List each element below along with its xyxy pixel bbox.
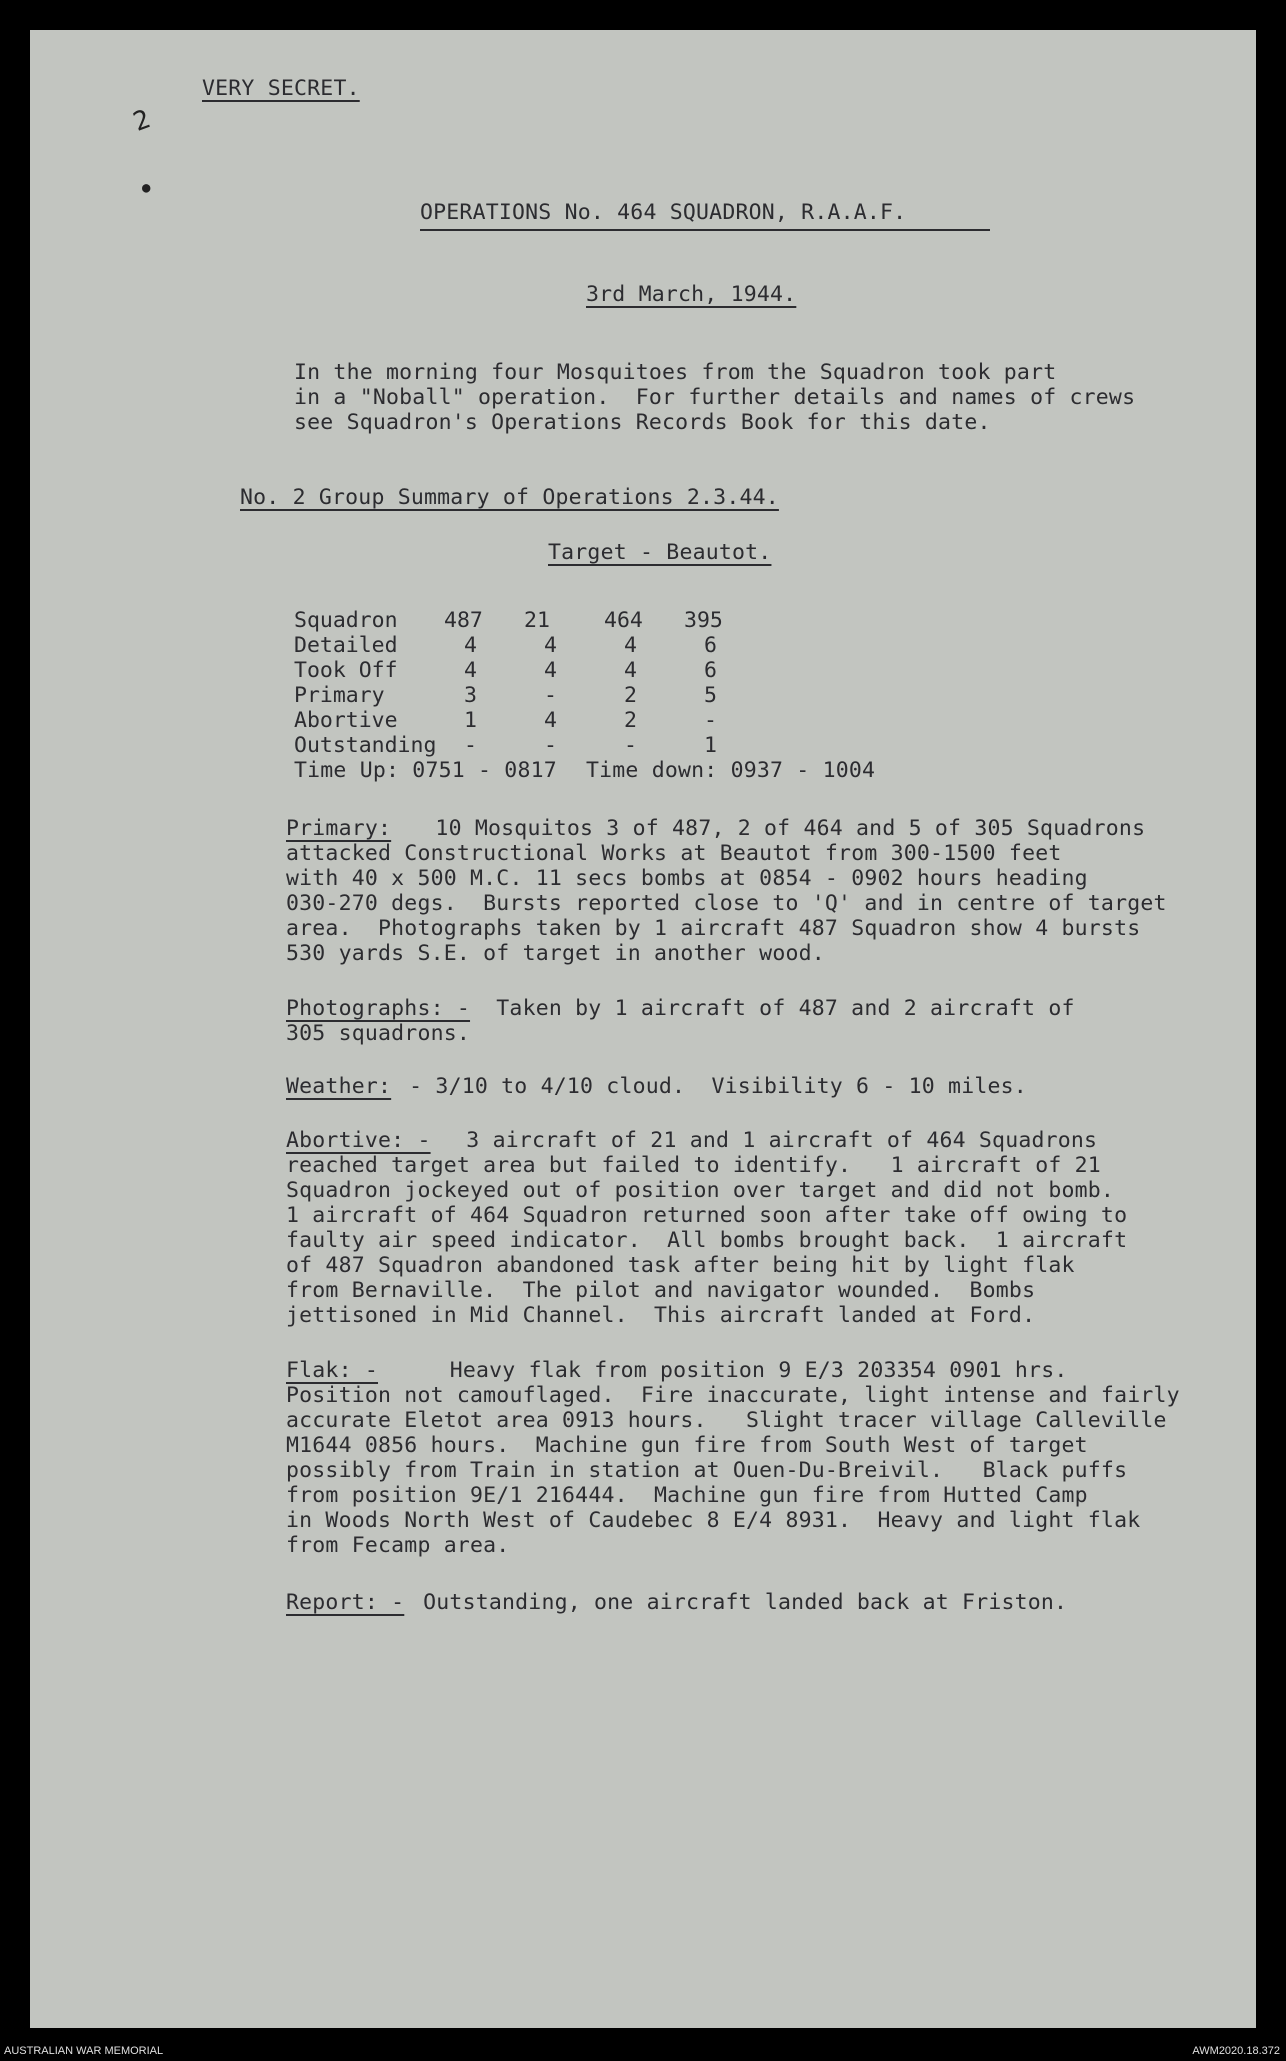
table-cell: 4 [544,658,557,683]
abortive-line-3: Squadron jockeyed out of position over target and did not bomb. [286,1178,1115,1203]
flak-line-1: Heavy flak from position 9 E/3 203354 0901 hrs. [384,1358,1068,1383]
table-cell: - [544,683,557,708]
table-cell: 4 [544,633,557,658]
primary-line-3: with 40 x 500 M.C. 11 secs bombs at 0854 - 0902 hours heading [286,866,1088,891]
table-cell: Took Off [294,658,398,683]
table-cell: 6 [704,658,717,683]
table-cell: - [704,708,717,733]
weather-line-1: - 3/10 to 4/10 cloud. Visibility 6 - 10 miles. [396,1074,1027,1099]
handwritten-mark: 2 [129,104,155,138]
table-cell: Detailed [294,633,398,658]
flak-line-2: Position not camouflaged. Fire inaccurate, light intense and fairly [286,1383,1180,1408]
document-title: OPERATIONS No. 464 SQUADRON, R.A.A.F. [420,200,907,225]
table-cell: 5 [704,683,717,708]
flak-line-5: possibly from Train in station at Ouen-Du-Breivil. Black puffs [286,1458,1128,1483]
weather-label: Weather: [286,1074,392,1099]
intro-line-1: In the morning four Mosquitoes from the Squadron took part [294,360,1057,385]
table-cell: 4 [464,633,477,658]
table-row [294,658,744,683]
intro-line-2: in a "Noball" operation. For further details and names of crews [294,385,1136,410]
abortive-line-7: from Bernaville. The pilot and navigator wounded. Bombs [286,1278,1036,1303]
primary-line-1: 10 Mosquitos 3 of 487, 2 of 464 and 5 of 305 Squadrons [396,816,1146,841]
table-cell: 1 [704,733,717,758]
title-underline [420,229,990,231]
table-cell: Abortive [294,708,398,733]
table-cell: 4 [464,658,477,683]
classification-label: VERY SECRET. [202,76,360,101]
table-row [294,708,744,733]
punch-hole-dot: ● [142,180,151,196]
time-up: Time Up: 0751 - 0817 [294,758,557,783]
table-cell: 2 [624,683,637,708]
squadron-stats-table [294,608,744,758]
table-cell: 395 [684,608,723,633]
table-cell: 3 [464,683,477,708]
photographs-label: Photographs: - [286,996,471,1021]
intro-line-3: see Squadron's Operations Records Book for this date. [294,410,991,435]
table-row [294,633,744,658]
primary-label: Primary: [286,816,392,841]
document-date: 3rd March, 1944. [586,282,797,307]
table-cell: 21 [524,608,550,633]
abortive-line-5: faulty air speed indicator. All bombs brought back. 1 aircraft [286,1228,1128,1253]
flak-line-4: M1644 0856 hours. Machine gun fire from South West of target [286,1433,1088,1458]
summary-heading: No. 2 Group Summary of Operations 2.3.44. [240,485,779,510]
abortive-label: Abortive: - [286,1128,431,1153]
time-down: Time down: 0937 - 1004 [586,758,876,783]
table-cell: 4 [624,633,637,658]
table-cell: 487 [444,608,483,633]
table-cell: Squadron [294,608,398,633]
table-row [294,608,744,633]
table-cell: - [464,733,477,758]
abortive-line-1: 3 aircraft of 21 and 1 aircraft of 464 Squadrons [440,1128,1098,1153]
document-page [30,30,1256,2028]
flak-line-6: from position 9E/1 216444. Machine gun fire from Hutted Camp [286,1483,1088,1508]
table-row [294,683,744,708]
primary-line-2: attacked Constructional Works at Beautot from 300-1500 feet [286,841,1062,866]
flak-line-7: in Woods North West of Caudebec 8 E/4 8931. Heavy and light flak [286,1508,1141,1533]
primary-line-5: area. Photographs taken by 1 aircraft 487 Squadron show 4 bursts [286,916,1141,941]
report-line-1: Outstanding, one aircraft landed back at Friston. [410,1590,1068,1615]
primary-line-4: 030-270 degs. Bursts reported close to 'Q' and in centre of target [286,891,1167,916]
table-cell: Outstanding [294,733,437,758]
abortive-line-2: reached target area but failed to identify. 1 aircraft of 21 [286,1153,1101,1178]
table-cell: 2 [624,708,637,733]
abortive-line-6: of 487 Squadron abandoned task after being hit by light flak [286,1253,1075,1278]
abortive-line-8: jettisoned in Mid Channel. This aircraft landed at Ford. [286,1303,1036,1328]
abortive-line-4: 1 aircraft of 464 Squadron returned soon after take off owing to [286,1203,1128,1228]
table-cell: 464 [604,608,643,633]
table-cell: 4 [624,658,637,683]
table-cell: 1 [464,708,477,733]
table-cell: - [624,733,637,758]
flak-label: Flak: - [286,1358,379,1383]
table-cell: Primary [294,683,385,708]
target-heading: Target - Beautot. [548,540,772,565]
table-cell: 6 [704,633,717,658]
flak-line-8: from Fecamp area. [286,1533,510,1558]
photographs-line-2: 305 squadrons. [286,1021,471,1046]
report-label: Report: - [286,1590,405,1615]
photographs-line-1: Taken by 1 aircraft of 487 and 2 aircraft of [470,996,1075,1021]
table-cell: - [544,733,557,758]
table-row [294,733,744,758]
footer-reference: AWM2020.18.372 [1192,2045,1280,2057]
table-cell: 4 [544,708,557,733]
flak-line-3: accurate Eletot area 0913 hours. Slight tracer village Calleville [286,1408,1167,1433]
primary-line-6: 530 yards S.E. of target in another wood. [286,941,825,966]
footer-source: AUSTRALIAN WAR MEMORIAL [4,2045,164,2057]
